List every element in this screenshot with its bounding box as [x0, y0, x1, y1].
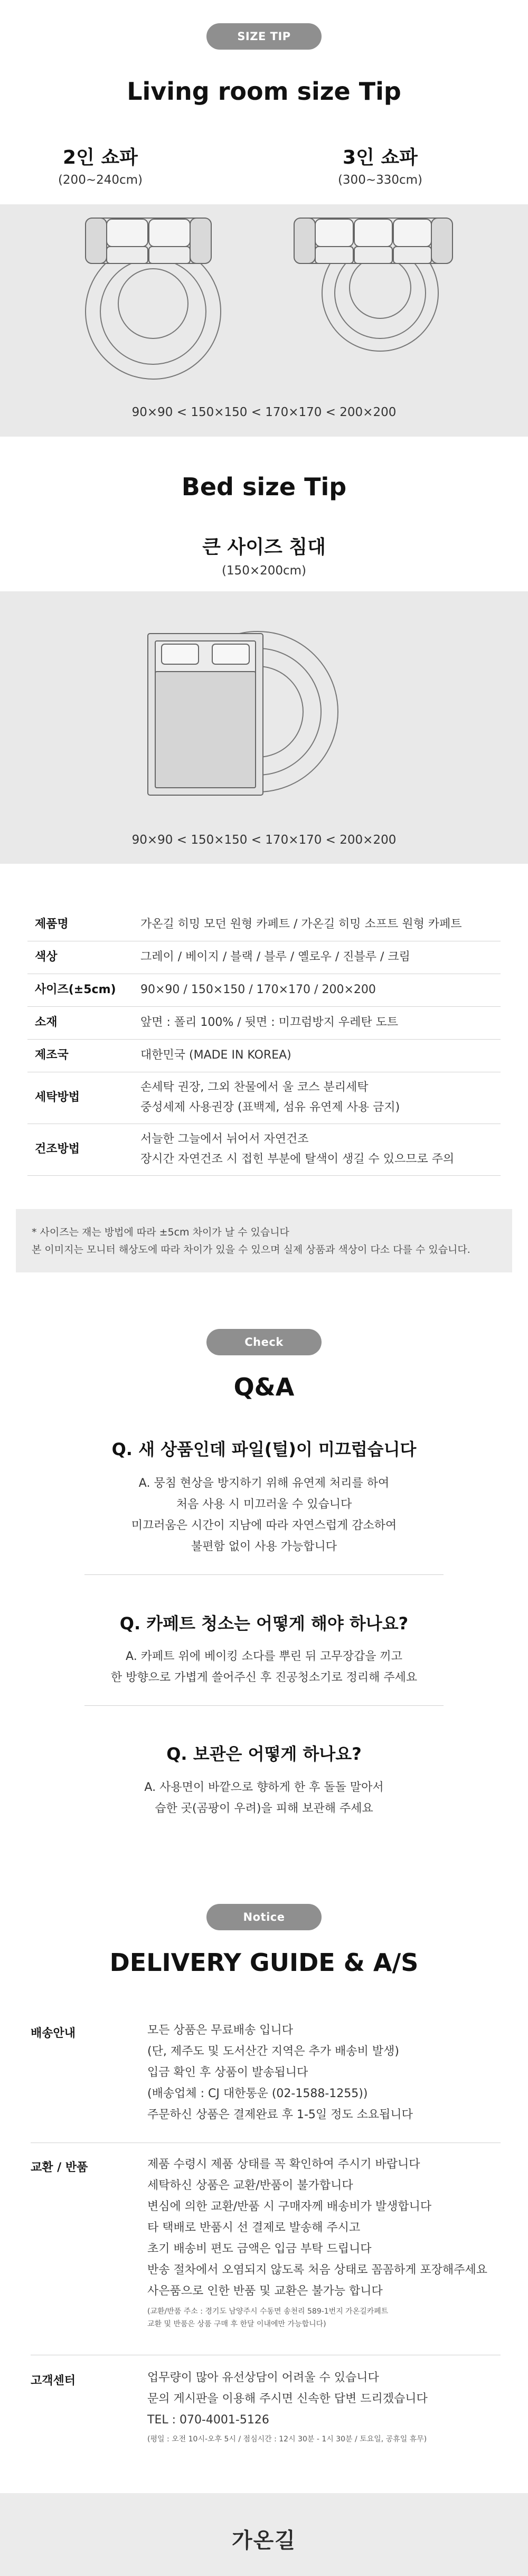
spec-value-line: 가온길 히밍 모던 원형 카페트 / 가온길 히밍 소프트 원형 카페트 [140, 917, 462, 931]
sofa-2-name: 2인 쇼파 [63, 147, 138, 168]
living-room-sizes: 90×90 < 150×150 < 170×170 < 200×200 [131, 405, 397, 419]
size-notes [16, 1209, 512, 1272]
qa-divider [84, 1574, 444, 1575]
qa-divider [84, 1705, 444, 1706]
notice-pill: Notice [206, 1904, 322, 1930]
spec-table [27, 908, 501, 1176]
sofa-2-rug-illustration [74, 209, 243, 383]
sofa-3-range: (300~330cm) [337, 173, 423, 187]
spec-label: 제조국 [27, 1039, 140, 1072]
cs-label: 고객센터 [31, 2374, 76, 2388]
spec-label: 제품명 [27, 908, 140, 941]
spec-row [27, 1006, 501, 1039]
spec-value-line: 중성세제 사용권장 (표백제, 섬유 유연제 사용 금지) [140, 1101, 400, 1114]
qa-question-1: Q. 새 상품인데 파일(털)이 미끄럽습니다 [111, 1439, 417, 1459]
bed-rug-illustration [143, 623, 385, 824]
bed-name: 큰 사이즈 침대 [202, 536, 326, 558]
spec-value [140, 908, 501, 941]
size-tip-pill: SIZE TIP [206, 23, 322, 50]
qa-question-2: Q. 카페트 청소는 어떻게 해야 하나요? [119, 1613, 409, 1634]
spec-value-line: 장시간 자연건조 시 접힌 부분에 탈색이 생길 수 있으므로 주의 [140, 1153, 455, 1166]
bed-title: Bed size Tip [181, 473, 347, 501]
sofa-3-rug-illustration [288, 209, 467, 383]
spec-value [140, 1039, 501, 1072]
spec-label: 소재 [27, 1006, 140, 1039]
exchange-text: 제품 수령시 제품 상태를 꼭 확인하여 주시기 바랍니다 세탁하신 상품은 교환/반품이 불가합니다 변심에 의한 교환/반품 시 구매자께 배송비가 발생합니다 타 택배로 반품시 선 결제로 발송해 주시고 초기 배송비 편도 금액은 입금 부탁 드립니다 반송 절차에서 오염되지 않도록 처음 상태로 꼼꼼하게 포장해주세요 사은품으로 인한 반품 및 교환은 불가능 합니다 (교환/반품 주소 : 경기도 남양주시 수동면 송천리 589-1번지 가온길카페트 교환 및 반품은 상품 구매 후 한달 이내에만 가능합니다) [147, 2158, 488, 2328]
shipping-label: 배송안내 [31, 2027, 76, 2040]
shipping-text: 모든 상품은 무료배송 입니다 (단, 제주도 및 도서산간 지역은 추가 배송비 발생) 입금 확인 후 상품이 발송됩니다 (배송업체 : CJ 대한통운 (02-1588-1255)) 주문하신 상품은 결제완료 후 1-5일 정도 소요됩니다 [147, 2024, 413, 2121]
note-line: * 사이즈는 재는 방법에 따라 ±5cm 차이가 날 수 있습니다 [32, 1226, 289, 1238]
spec-label: 세탁방법 [27, 1072, 140, 1124]
note-line: 본 이미지는 모니터 해상도에 따라 차이가 있을 수 있으며 실제 상품과 색상이 다소 다를 수 있습니다. [32, 1244, 470, 1256]
spec-label: 사이즈(±5cm) [27, 974, 140, 1006]
spec-value [140, 1124, 501, 1175]
spec-row [27, 1039, 501, 1072]
sofa-2-range: (200~240cm) [58, 173, 143, 187]
spec-row [27, 1124, 501, 1175]
spec-value-line: 그레이 / 베이지 / 블랙 / 블루 / 옐로우 / 진블루 / 크림 [140, 950, 410, 964]
spec-value-line: 대한민국 (MADE IN KOREA) [140, 1049, 291, 1062]
spec-row [27, 1072, 501, 1124]
living-room-title: Living room size Tip [127, 77, 401, 106]
spec-value [140, 974, 501, 1006]
spec-value-line: 서늘한 그늘에서 뉘어서 자연건조 [140, 1133, 309, 1146]
spec-row [27, 941, 501, 974]
spec-label: 색상 [27, 941, 140, 974]
spec-value-line: 손세탁 권장, 그외 찬물에서 울 코스 분리세탁 [140, 1081, 369, 1094]
spec-value [140, 1072, 501, 1124]
exchange-label: 교환 / 반품 [31, 2161, 88, 2174]
qa-answer-2: A. 카페트 위에 베이킹 소다를 뿌린 뒤 고무장갑을 끼고 한 방향으로 가볍게 쓸어주신 후 진공청소기로 정리해 주세요 [110, 1650, 418, 1684]
spec-label: 건조방법 [27, 1124, 140, 1175]
spec-row [27, 908, 501, 941]
bed-range: (150×200cm) [221, 564, 307, 578]
qa-answer-3: A. 사용면이 바깥으로 향하게 한 후 돌돌 말아서 습한 곳(곰팡이 우려)을 피해 보관해 주세요 [144, 1781, 384, 1815]
brand-logo: 가온길 [232, 2528, 296, 2553]
qa-answer-1: A. 뭉침 현상을 방지하기 위해 유연제 처리를 하여 처음 사용 시 미끄러울 수 있습니다 미끄러움은 시간이 지남에 따라 자연스럽게 감소하여 불편함 없이 사용 가능합니다 [131, 1477, 397, 1553]
cs-text: 업무량이 많아 유선상담이 어려울 수 있습니다 문의 게시판을 이용해 주시면 신속한 답변 드리겠습니다 TEL : 070-4001-5126 (평일 : 오전 10시-오후 5시 / 점심시간 : 12시 30분 - 1시 30분 / 토요일, 공휴일 휴무) [147, 2367, 506, 2446]
spec-value [140, 1006, 501, 1039]
spec-row [27, 974, 501, 1006]
qa-question-3: Q. 보관은 어떻게 하나요? [166, 1744, 362, 1764]
spec-value-line: 90×90 / 150×150 / 170×170 / 200×200 [140, 983, 376, 996]
delivery-title: DELIVERY GUIDE & A/S [109, 1948, 419, 1977]
qa-title: Q&A [233, 1373, 295, 1401]
spec-value [140, 941, 501, 974]
bed-sizes: 90×90 < 150×150 < 170×170 < 200×200 [131, 833, 397, 847]
spec-value-line: 앞면 : 폴리 100% / 뒷면 : 미끄럼방지 우레탄 도트 [140, 1016, 399, 1029]
cs-phone: TEL : 070-4001-5126 [147, 2413, 269, 2427]
sofa-3-name: 3인 쇼파 [343, 147, 418, 168]
check-pill: Check [206, 1329, 322, 1355]
